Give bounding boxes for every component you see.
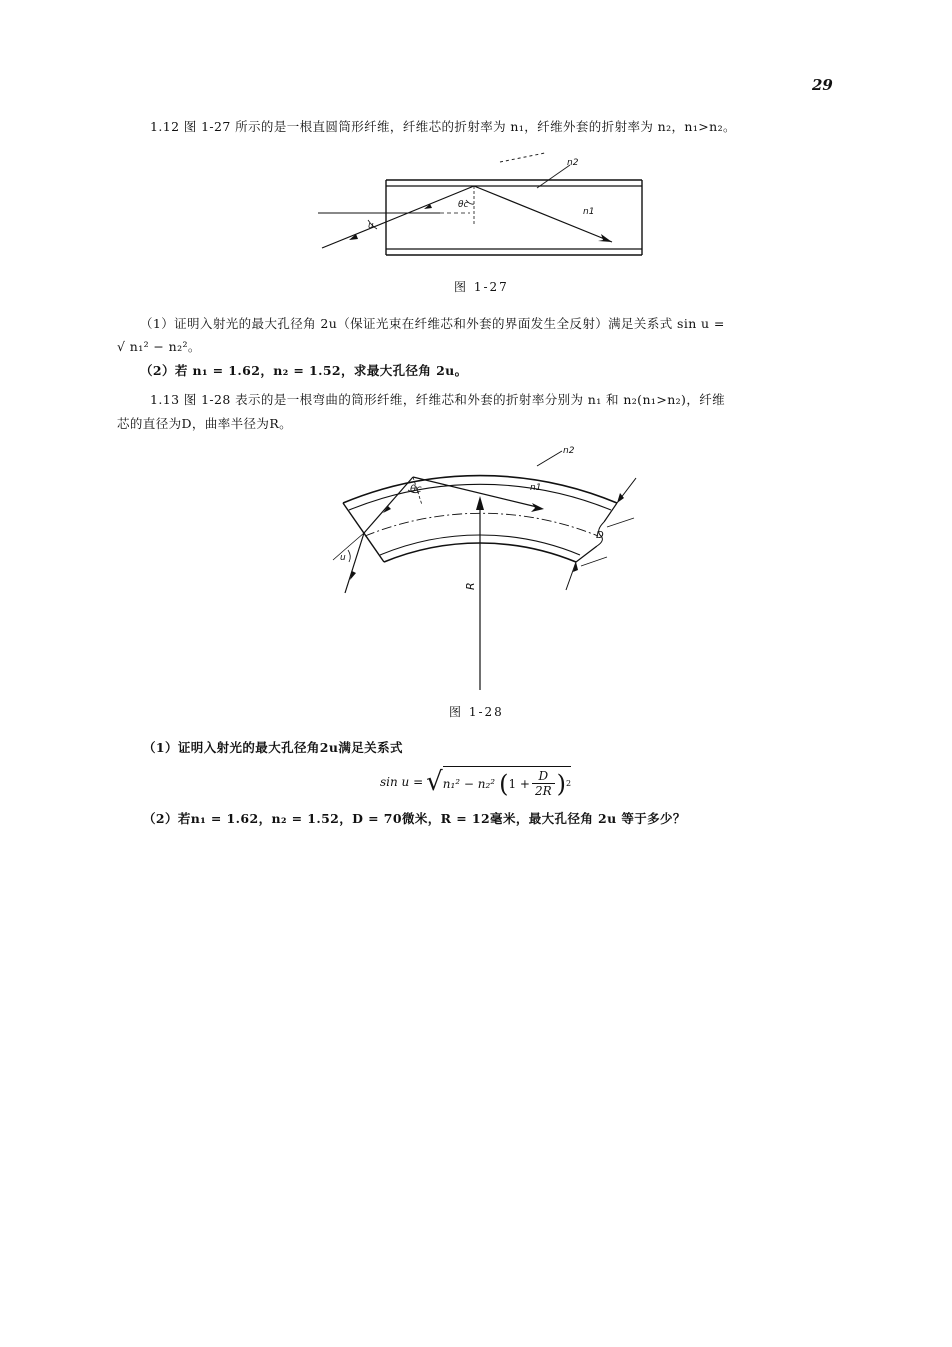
fig128-label-u: u xyxy=(340,553,346,563)
fig127-label-n1: n1 xyxy=(583,207,595,217)
figure-1-27-caption: 图 1-27 xyxy=(454,280,509,294)
fig127-label-theta-c: θc xyxy=(458,200,469,210)
formula-exponent: 2 xyxy=(566,779,572,788)
fig128-label-n2: n2 xyxy=(563,446,575,456)
question-1-13-part-2: （2）若n₁ = 1.62，n₂ = 1.52，D = 70微米，R = 12毫米，最大孔径角 2u 等于多少？ xyxy=(143,811,686,826)
formula-radicand: n₁² − n₂² xyxy=(442,776,496,791)
problem-1-12-text: 1.12 图 1-27 所示的是一根直圆筒形纤维，纤维芯的折射率为 n₁，纤维外套的折射率为 n₂，n₁>n₂。 xyxy=(150,119,736,134)
formula-fraction xyxy=(532,769,555,798)
formula-radical xyxy=(443,766,571,798)
formula-paren-open: ( xyxy=(499,769,509,798)
figure-1-28-caption: 图 1-28 xyxy=(449,705,504,719)
sqrt-sign-icon: √ xyxy=(426,767,443,797)
page-number: 29 xyxy=(812,76,833,94)
fig128-label-D: D xyxy=(596,530,604,541)
fig128-label-n1: n1 xyxy=(530,483,542,493)
question-1-12-part-2: （2）若 n₁ = 1.62，n₂ = 1.52，求最大孔径角 2u。 xyxy=(140,363,468,378)
fig128-label-R: R xyxy=(464,582,477,590)
fig128-label-theta-c: θc xyxy=(410,484,422,495)
formula-one-plus: 1 + xyxy=(508,776,530,791)
formula-paren-close: ) xyxy=(556,769,567,798)
question-1-13-part-1: （1）证明入射光的最大孔径角2u满足关系式 xyxy=(143,740,403,755)
formula-frac-num: D xyxy=(532,769,555,784)
formula-lhs: sin u = xyxy=(380,775,424,789)
problem-1-13-line-1: 1.13 图 1-28 表示的是一根弯曲的筒形纤维，纤维芯和外套的折射率分别为 n₁ 和 n₂(n₁>n₂)，纤维 xyxy=(150,392,726,407)
formula xyxy=(380,762,571,802)
question-1-12-part-1-line-2: √ n₁² − n₂²。 xyxy=(117,339,201,354)
formula-frac-den: 2R xyxy=(535,784,552,798)
question-1-12-part-1-line-1: （1）证明入射光的最大孔径角 2u（保证光束在纤维芯和外套的界面发生全反射）满足关系式 sin u = xyxy=(140,316,725,331)
fig127-label-u: u xyxy=(368,221,374,231)
problem-1-13-line-2: 芯的直径为D，曲率半径为R。 xyxy=(117,416,293,431)
fig127-label-n2: n2 xyxy=(567,158,579,168)
